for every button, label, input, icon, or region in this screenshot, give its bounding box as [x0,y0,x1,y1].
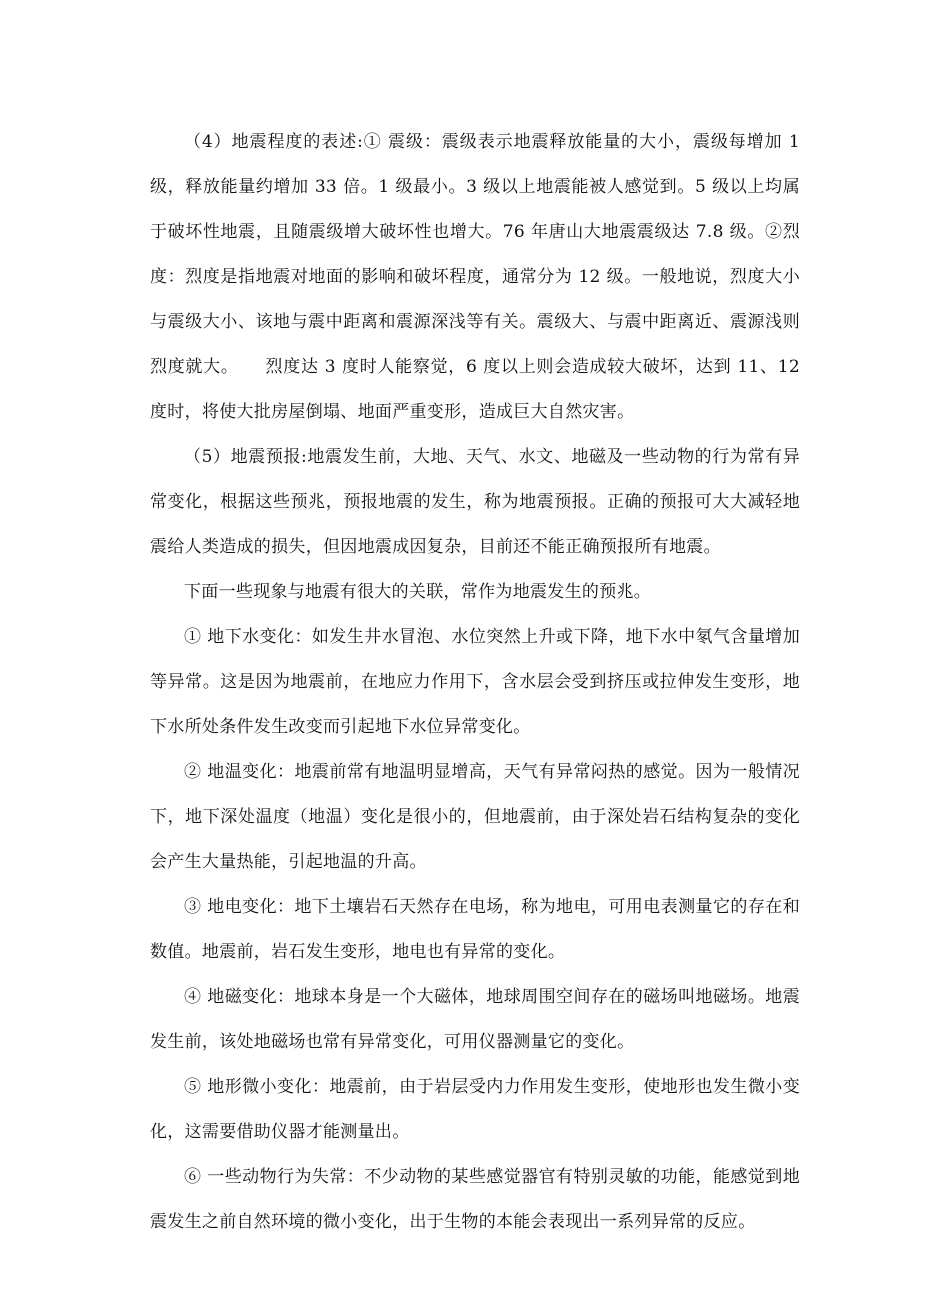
paragraph-groundwater-change: ① 地下水变化：如发生井水冒泡、水位突然上升或下降，地下水中氡气含量增加等异常。这是因为地震前，在地应力作用下，含水层会受到挤压或拉伸发生变形，地下水所处条件发生改变而引起地下水位异常变化。 [150,627,800,737]
paragraph-precursor-intro: 下面一些现象与地震有很大的关联，常作为地震发生的预兆。 [184,582,652,602]
paragraph-ground-temperature-change: ② 地温变化：地震前常有地温明显增高，天气有异常闷热的感觉。因为一般情况下，地下深处温度（地温）变化是很小的，但地震前，由于深处岩石结构复杂的变化会产生大量热能，引起地温的升高。 [150,762,800,872]
paragraph-earthquake-forecast: （5）地震预报:地震发生前，大地、天气、水文、地磁及一些动物的行为常有异常变化，根据这些预兆，预报地震的发生，称为地震预报。正确的预报可大大减轻地震给人类造成的损失，但因地震成因复杂，目前还不能正确预报所有地震。 [150,447,800,557]
document-body [150,120,800,1245]
paragraph-geomagnetic-change: ④ 地磁变化：地球本身是一个大磁体，地球周围空间存在的磁场叫地磁场。地震发生前，该处地磁场也常有异常变化，可用仪器测量它的变化。 [150,987,800,1052]
paragraph-animal-behavior: ⑥ 一些动物行为失常：不少动物的某些感觉器官有特别灵敏的功能，能感觉到地震发生之前自然环境的微小变化，出于生物的本能会表现出一系列异常的反应。 [150,1167,800,1232]
paragraph-terrain-change: ⑤ 地形微小变化：地震前，由于岩层受内力作用发生变形，使地形也发生微小变化，这需要借助仪器才能测量出。 [150,1077,800,1142]
paragraph-earthquake-magnitude-intensity: （4）地震程度的表述:① 震级：震级表示地震释放能量的大小，震级每增加 1 级，释放能量约增加 33 倍。1 级最小。3 级以上地震能被人感觉到。5 级以上均属于破坏性地震，且随震级增大破坏性也增大。76 年唐山大地震震级达 7.8 级。②烈度：烈度是指地震对地面的影响和破坏程度，通常分为 12 级。一般地说，烈度大小与震级大小、该地与震中距离和震源深浅等有关。震级大、与震中距离近、震源浅则烈度就大。 烈度达 3 度时人能察觉，6 度以上则会造成较大破坏，达到 11、12 度时，将使大批房屋倒塌、地面严重变形，造成巨大自然灾害。 [150,132,800,422]
paragraph-geoelectric-change: ③ 地电变化：地下土壤岩石天然存在电场，称为地电，可用电表测量它的存在和数值。地震前，岩石发生变形，地电也有异常的变化。 [150,897,800,962]
